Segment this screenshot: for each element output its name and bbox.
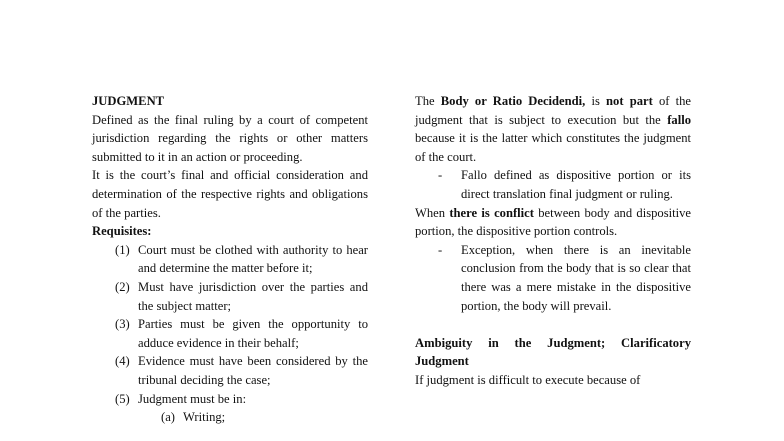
section-heading-judgment: JUDGMENT <box>92 94 165 108</box>
sub-requisite-number: (a) <box>161 410 175 425</box>
text-run: When <box>415 205 450 220</box>
requisite-number: (2) <box>115 279 130 294</box>
left-column <box>92 92 368 427</box>
conflict-paragraph <box>415 204 691 241</box>
fallo-definition-item <box>415 166 691 203</box>
requisite-number: (1) <box>115 242 130 257</box>
sub-requisite-item <box>92 408 368 427</box>
requisite-number: (4) <box>115 354 130 369</box>
fallo-definition-text: Fallo defined as dispositive portion or its direct translation final judgment or ruling. <box>461 168 691 201</box>
body-ratio-paragraph <box>415 92 691 166</box>
requisites-label: Requisites: <box>92 224 152 239</box>
text-run: of the judgment that is subject to execution but the <box>415 94 691 127</box>
requisite-text: Court must be clothed with authority to hear and determine the matter before it; <box>138 242 368 276</box>
text-run: because it is the latter which constitutes the judgment of the court. <box>415 131 691 164</box>
exception-item <box>415 241 691 315</box>
text-run: The <box>415 94 441 108</box>
requisite-text: Evidence must have been considered by the tribunal deciding the case; <box>138 354 368 387</box>
text-run: is <box>585 94 607 108</box>
sub-requisite-text: Writing; <box>183 410 226 425</box>
term-not-part: not part <box>606 94 653 108</box>
paragraph-gap <box>415 315 691 334</box>
dash-bullet: - <box>438 242 443 257</box>
requisite-item <box>92 241 368 278</box>
ambiguity-paragraph: If judgment is difficult to execute because of <box>415 372 641 387</box>
requisite-text: Parties must be given the opportunity to adduce evidence in their behalf; <box>138 317 368 350</box>
requisite-text: Must have jurisdiction over the parties and the subject matter; <box>138 279 368 313</box>
requisite-text: Judgment must be in: <box>138 391 247 406</box>
judgment-definition: Defined as the final ruling by a court of competent jurisdiction regarding the rights or other matters submitted to it in an action or proceeding. <box>92 112 368 164</box>
text-run: between body and dispositive portion, the dispositive portion controls. <box>415 205 692 239</box>
exception-text: Exception, when there is an inevitable conclusion from the body that is so clear that there was a mere mistake in the dispositive portion, the body will prevail. <box>461 242 691 313</box>
requisite-item <box>92 278 368 315</box>
right-column <box>415 92 691 390</box>
requisite-number: (5) <box>115 391 130 406</box>
judgment-consideration: It is the court’s final and official consideration and determination of the respective rights and obligations of the parties. <box>92 168 368 220</box>
term-fallo: fallo <box>667 112 691 127</box>
dash-bullet: - <box>438 168 443 183</box>
requisite-item <box>92 390 368 409</box>
term-body-ratio: Body or Ratio Decidendi, <box>440 94 586 108</box>
section-heading-ambiguity: Ambiguity in the Judgment; Clarificatory Judgment <box>415 335 691 369</box>
term-conflict: there is conflict <box>449 205 534 220</box>
requisite-item <box>92 315 368 352</box>
requisite-item <box>92 352 368 389</box>
requisite-number: (3) <box>115 317 130 332</box>
